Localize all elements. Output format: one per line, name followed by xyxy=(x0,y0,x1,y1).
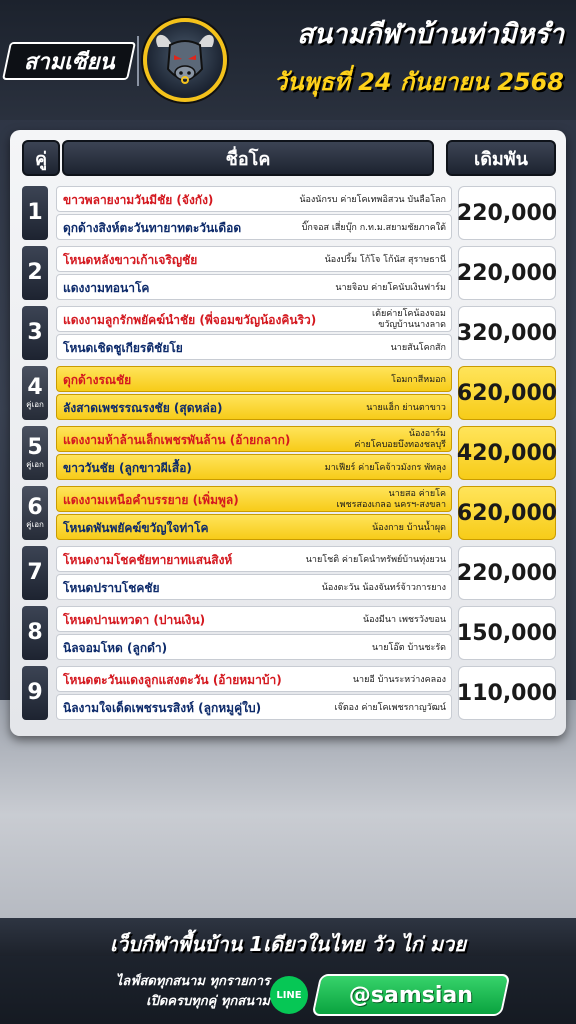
red-corner xyxy=(56,606,452,632)
owner-camp xyxy=(354,427,446,453)
owner-text: น้องอาร์ม xyxy=(408,429,446,439)
pair-number xyxy=(22,486,48,540)
footer xyxy=(0,918,576,1024)
owner-camp xyxy=(372,635,446,661)
blue-corner xyxy=(56,214,452,240)
owner-text: นายจิอบ ค่ายโคนับเงินฟาร์ม xyxy=(335,282,446,293)
owner-camp xyxy=(363,607,446,633)
owner-camp xyxy=(353,667,446,693)
bull-name: ลังสาดเพชรรณรงชัย (สุดหล่อ) xyxy=(63,401,223,415)
matchup xyxy=(56,246,452,300)
table-row[interactable] xyxy=(22,306,556,360)
line-label: LINE xyxy=(276,989,302,1001)
pair-number-text: 6 xyxy=(27,495,43,520)
pair-number xyxy=(22,426,48,480)
owner-text: น้องกาย บ้านน้ำผุด xyxy=(372,522,446,533)
owner-text: น้องปริ้ม โก้โจ โก้นัส สุราษธานี xyxy=(324,254,446,265)
owner-camp xyxy=(335,275,446,301)
brand-logo[interactable] xyxy=(2,42,136,80)
owner-text: มาเฟียร์ ค่ายโคจ้าวมังกร พัทลุง xyxy=(324,462,446,473)
stake-amount: 620,000 xyxy=(458,366,556,420)
main-event-tag: คู่เอก xyxy=(26,460,44,469)
owner-camp xyxy=(322,575,446,601)
red-corner xyxy=(56,306,452,332)
owner-text: ค่ายโคบอยบึงทองชลบุรี xyxy=(354,440,446,450)
owner-camp xyxy=(372,515,446,541)
matchup xyxy=(56,426,452,480)
blue-corner xyxy=(56,274,452,300)
owner-text: น้องมีนา เพชรวังขอน xyxy=(362,614,446,625)
table-row[interactable] xyxy=(22,426,556,480)
pair-number-text: 4 xyxy=(27,375,43,400)
bull-name: โหนดพันพยัคฆ์ขวัญใจท่าโค xyxy=(63,521,209,535)
owner-text: นายสันโคกสัก xyxy=(390,342,446,353)
line-id: @samsian xyxy=(348,982,473,1008)
stake-amount: 220,000 xyxy=(458,546,556,600)
blue-corner xyxy=(56,454,452,480)
owner-text: เต้ยค่ายโคน้องจอม xyxy=(372,309,446,319)
table-row[interactable] xyxy=(22,186,556,240)
table-row[interactable] xyxy=(22,246,556,300)
matchup xyxy=(56,606,452,660)
bull-name: นิลงามใจเด็ดเพชรนรสิงห์ (ลูกหมูคู่ใบ) xyxy=(63,701,262,715)
bull-name: โหนดหลังขาวเก้าเจริญชัย xyxy=(63,253,198,267)
owner-camp xyxy=(372,307,446,333)
stake-amount: 220,000 xyxy=(458,246,556,300)
red-corner xyxy=(56,546,452,572)
pair-number-text: 2 xyxy=(27,260,43,285)
owner-text: นายสอ ค่ายโค xyxy=(388,489,446,499)
bull-name: ขาววันชัย (ลูกขาวผีเสื้อ) xyxy=(63,461,192,475)
pair-number-text: 9 xyxy=(27,680,43,705)
matchup xyxy=(56,186,452,240)
line-app-icon[interactable] xyxy=(270,976,308,1014)
red-corner xyxy=(56,426,452,452)
stake-amount: 420,000 xyxy=(458,426,556,480)
match-table xyxy=(10,130,566,736)
table-row[interactable] xyxy=(22,606,556,660)
matchup xyxy=(56,366,452,420)
matchup xyxy=(56,306,452,360)
pair-number xyxy=(22,246,48,300)
owner-camp xyxy=(299,187,446,213)
matchup xyxy=(56,546,452,600)
bull-name: โหนดปราบโชคชัย xyxy=(63,581,160,595)
blue-corner xyxy=(56,634,452,660)
bull-name: ขาวพลายงามวันมีชัย (จังกัง) xyxy=(63,193,214,207)
owner-camp xyxy=(334,695,446,721)
owner-camp xyxy=(306,547,446,573)
owner-camp xyxy=(325,455,446,481)
pair-number xyxy=(22,666,48,720)
footer-line-2: เปิดครบทุกคู่ ทุกสนาม xyxy=(146,994,270,1009)
blue-corner xyxy=(56,334,452,360)
blue-corner xyxy=(56,694,452,720)
owner-text: เพชรสองเกลอ นครฯ-สงขลา xyxy=(336,500,446,510)
red-corner xyxy=(56,186,452,212)
owner-camp xyxy=(366,395,446,421)
bull-name: แดงงามลูกรักพยัคฆ์นำชัย (พี่จอมขวัญน้องคินริว) xyxy=(63,313,317,327)
bull-name: นิลจอมโหด (ลูกดำ) xyxy=(63,641,168,655)
header xyxy=(0,0,576,120)
red-corner xyxy=(56,666,452,692)
table-row[interactable] xyxy=(22,546,556,600)
owner-camp xyxy=(325,247,446,273)
owner-text: น้องตะวัน น้องจันทร์จ้าวการยาง xyxy=(321,582,446,593)
bull-mascot-icon xyxy=(143,18,227,102)
pair-number-text: 7 xyxy=(27,560,43,585)
owner-text: บิ๊กจอส เสี่ยบุ๊ก ก.ท.ม.สยามชัยภาคใต้ xyxy=(301,222,446,233)
pair-number-text: 1 xyxy=(27,200,43,225)
table-row[interactable] xyxy=(22,666,556,720)
stake-amount: 620,000 xyxy=(458,486,556,540)
red-corner xyxy=(56,246,452,272)
owner-camp xyxy=(337,487,446,513)
bull-name: แดงงามห้าล้านเล็กเพชรพันล้าน (อ้ายกลาก) xyxy=(63,433,291,447)
bull-head-icon xyxy=(150,25,220,95)
bull-name: แดงงามเหนือคำบรรยาย (เพิ่มพูล) xyxy=(63,493,239,507)
page-title: สนามกีฬาบ้านท่ามิหรำ xyxy=(297,19,564,50)
red-corner xyxy=(56,486,452,512)
owner-text: นายโอ๊ต บ้านชะรัด xyxy=(372,642,446,653)
stake-amount: 110,000 xyxy=(458,666,556,720)
owner-camp xyxy=(391,367,446,393)
pair-number-text: 3 xyxy=(27,320,43,345)
bull-name: ดุกด้างสิงห์ตะวันทายาทตะวันเดือด xyxy=(63,221,242,235)
bull-name: โหนดตะวันแดงลูกแสงตะวัน (อ้ายหมาบ้า) xyxy=(63,673,282,687)
matchup xyxy=(56,486,452,540)
header-pair: คู่ xyxy=(22,140,60,176)
matchup xyxy=(56,666,452,720)
header-name: ชื่อโค xyxy=(62,140,434,176)
bull-name: โหนดงามโชคชัยทายาทแสนสิงห์ xyxy=(63,553,233,567)
main-event-tag: คู่เอก xyxy=(26,520,44,529)
owner-text: นายโชติ ค่ายโคนำทรัพย์บ้านทุ่งยวน xyxy=(305,554,446,565)
pair-number xyxy=(22,366,48,420)
owner-camp xyxy=(302,215,446,241)
red-corner xyxy=(56,366,452,392)
owner-text: โอมกาสีหมอก xyxy=(391,374,446,385)
header-price: เดิมพัน xyxy=(446,140,556,176)
pair-number xyxy=(22,546,48,600)
stake-amount: 150,000 xyxy=(458,606,556,660)
owner-text: นายอี บ้านระหว่างคลอง xyxy=(352,674,446,685)
event-date: วันพุธที่ 24 กันยายน 2568 xyxy=(273,68,564,96)
table-row[interactable] xyxy=(22,366,556,420)
owner-text: เจ๊ตอง ค่ายโคเพชรกาญวัฒน์ xyxy=(334,702,446,713)
pair-number xyxy=(22,606,48,660)
brand-text: สามเซียน xyxy=(23,49,115,75)
blue-corner xyxy=(56,574,452,600)
pair-number-text: 8 xyxy=(27,620,43,645)
stake-amount: 320,000 xyxy=(458,306,556,360)
line-id-button[interactable] xyxy=(312,974,511,1016)
bull-name: โหนดปานเทวดา (ปานเงิน) xyxy=(63,613,206,627)
bull-name: แดงงามทอนาโค xyxy=(63,281,150,295)
stake-amount: 220,000 xyxy=(458,186,556,240)
pair-number xyxy=(22,306,48,360)
footer-line-1: ไลฟ์สดทุกสนาม ทุกรายการ xyxy=(115,974,270,989)
divider xyxy=(137,36,139,86)
owner-text: น้องนักรบ ค่ายโคเทพอิสวน บันลือโลก xyxy=(299,194,446,205)
owner-text: นายแฮ็ก ย่านตาขาว xyxy=(366,402,446,413)
bull-name: โหนดเชิดชูเกียรติชัยโย xyxy=(63,341,183,355)
pair-number-text: 5 xyxy=(27,435,43,460)
owner-camp xyxy=(391,335,446,361)
owner-text: ขวัญบ้านนางลาด xyxy=(378,320,446,330)
blue-corner xyxy=(56,514,452,540)
table-row[interactable] xyxy=(22,486,556,540)
bull-name: ดุกด้างรณชัย xyxy=(63,373,132,387)
blue-corner xyxy=(56,394,452,420)
main-event-tag: คู่เอก xyxy=(26,400,44,409)
pair-number xyxy=(22,186,48,240)
footer-tagline: เว็บกีฬาพื้นบ้าน 1เดียวในไทย วัว ไก่ มวย xyxy=(0,918,576,956)
